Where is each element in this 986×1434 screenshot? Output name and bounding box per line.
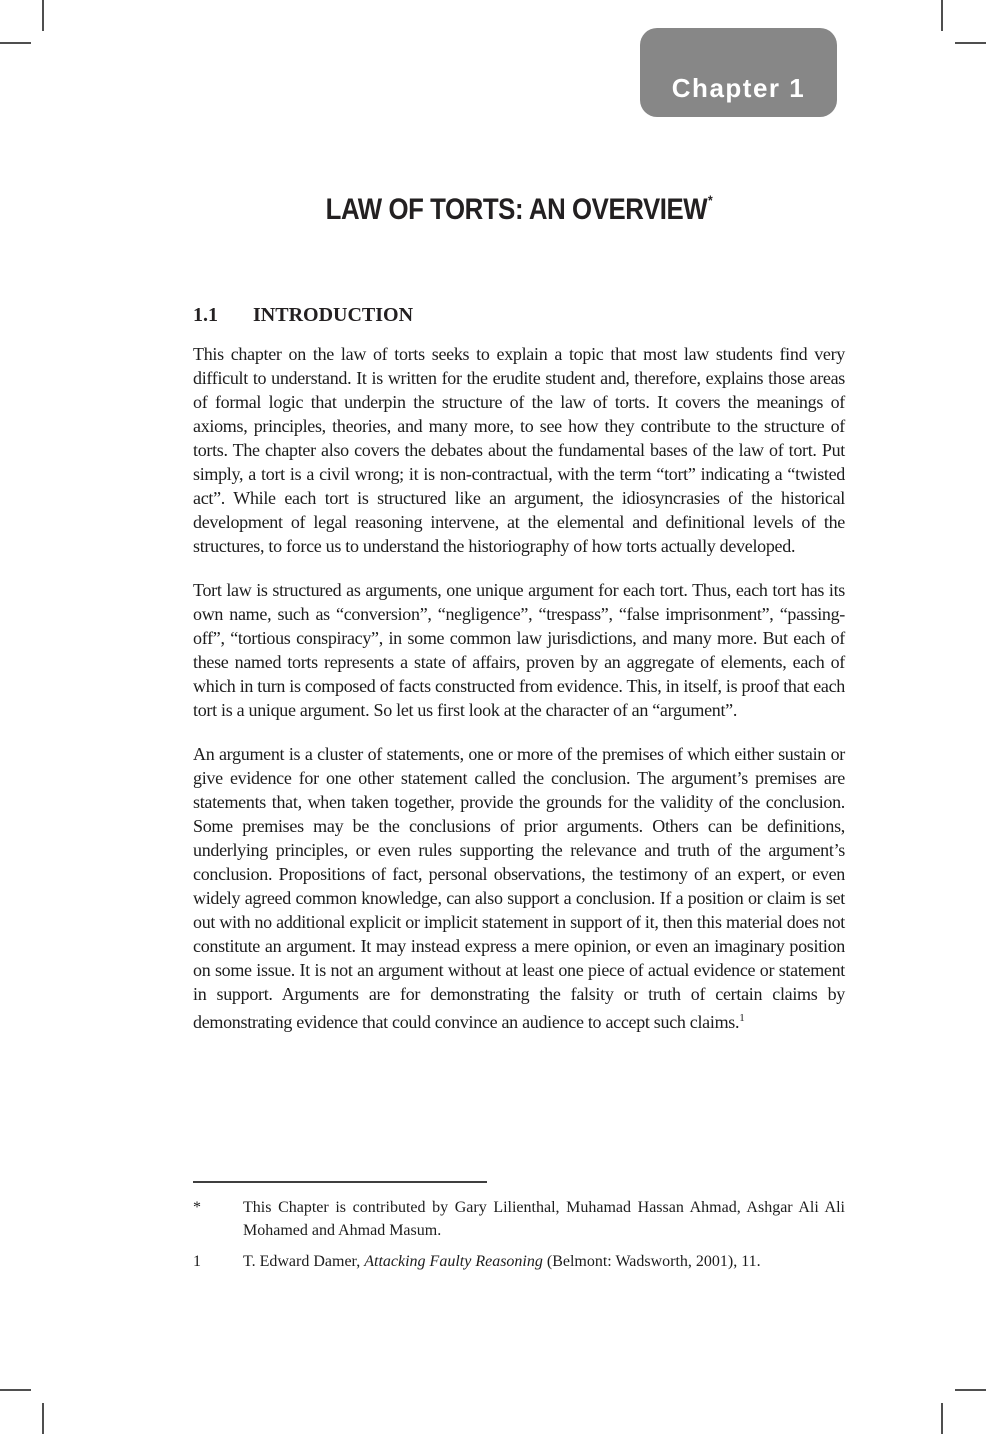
crop-mark-top-left-horizontal: [0, 42, 31, 44]
section-heading: [193, 304, 845, 327]
footnote-1: [193, 1250, 845, 1273]
title-footnote-marker: *: [708, 192, 713, 208]
footnote-marker: *: [193, 1199, 201, 1216]
footnote-marker: 1: [193, 1253, 201, 1270]
crop-mark-top-right-horizontal: [955, 42, 986, 44]
main-content: [193, 304, 845, 1054]
footnote-text: [243, 1250, 845, 1273]
chapter-tab: [640, 28, 837, 117]
footnote-citation-author: T. Edward Damer,: [243, 1253, 365, 1270]
footnotes-section: [193, 1181, 845, 1281]
page-title-text: LAW OF TORTS: AN OVERVIEW: [325, 193, 708, 226]
footnote-text: This Chapter is contributed by Gary Lilienthal, Muhamad Hassan Ahmad, Ashgar Ali Ali Mohamed and Ahmad Masum.: [243, 1199, 845, 1239]
crop-mark-bottom-left-vertical: [42, 1403, 44, 1434]
crop-mark-top-left-vertical: [42, 0, 44, 31]
footnote-asterisk: [193, 1196, 845, 1242]
crop-mark-bottom-right-vertical: [941, 1403, 943, 1434]
footnote-reference: 1: [739, 1012, 745, 1024]
crop-mark-bottom-left-horizontal: [0, 1389, 31, 1391]
footnote-citation-publisher: (Belmont: Wadsworth, 2001), 11.: [542, 1253, 761, 1270]
paragraph-1: This chapter on the law of torts seeks to explain a topic that most law students find very difficult to understand. It is written for the erudite student and, therefore, explains those areas of formal logic that underpin the structure of the law of torts. It covers the meanings of axioms, principles, theories, and many more, to see how they contribute to the structure of torts. The chapter also covers the debates about the fundamental bases of the law of tort. Put simply, a tort is a civil wrong; it is non-contractual, with the term “tort” indicating a “twisted act”. While each tort is structured like an argument, the idiosyncrasies of the historical development of legal reasoning intervene, at the elemental and definitional levels of the structures, to force us to understand the historiography of how torts actually developed.: [193, 344, 845, 556]
section-number: 1.1: [193, 304, 218, 326]
crop-mark-bottom-right-horizontal: [955, 1389, 986, 1391]
paragraph-3: [193, 742, 845, 1034]
paragraph-2: Tort law is structured as arguments, one unique argument for each tort. Thus, each tort has its own name, such as “conversion”, “negligence”, “trespass”, “false imprisonment”, “passing-off”, “tortious conspiracy”, in some common law jurisdictions, and many more. But each of these named torts represents a state of affairs, proven by an aggregate of elements, each of which in turn is composed of facts constructed from evidence. This, in itself, is proof that each tort is a unique argument. So let us first look at the character of an “argument”.: [193, 580, 845, 720]
chapter-tab-label: Chapter 1: [671, 73, 806, 103]
footnote-citation-title: Attacking Faulty Reasoning: [364, 1253, 543, 1270]
page-title: [239, 192, 800, 227]
crop-mark-top-right-vertical: [941, 0, 943, 31]
footnote-separator-rule: [193, 1181, 487, 1183]
section-title: INTRODUCTION: [253, 304, 414, 326]
paragraph-3-text: An argument is a cluster of statements, one or more of the premises of which either sustain or give evidence for one other statement called the conclusion. The argument’s premises are statements that, when taken together, provide the grounds for the validity of the conclusion. Some premises may be the conclusions of prior arguments. Others can be definitions, underlying principles, or even rules supporting the relevance and truth of the argument’s conclusion. Propositions of fact, personal observations, the testimony of an expert, or even widely agreed common knowledge, can also support a conclusion. If a position or claim is set out with no additional explicit or implicit statement in support of it, then this material does not constitute an argument. It may instead express a mere opinion, or even an imaginary position on some issue. It is not an argument without at least one piece of actual evidence or statement in support. Arguments are for demonstrating the falsity or truth of certain claims by demonstrating evidence that could convince an audience to accept such claims.: [193, 744, 845, 1032]
